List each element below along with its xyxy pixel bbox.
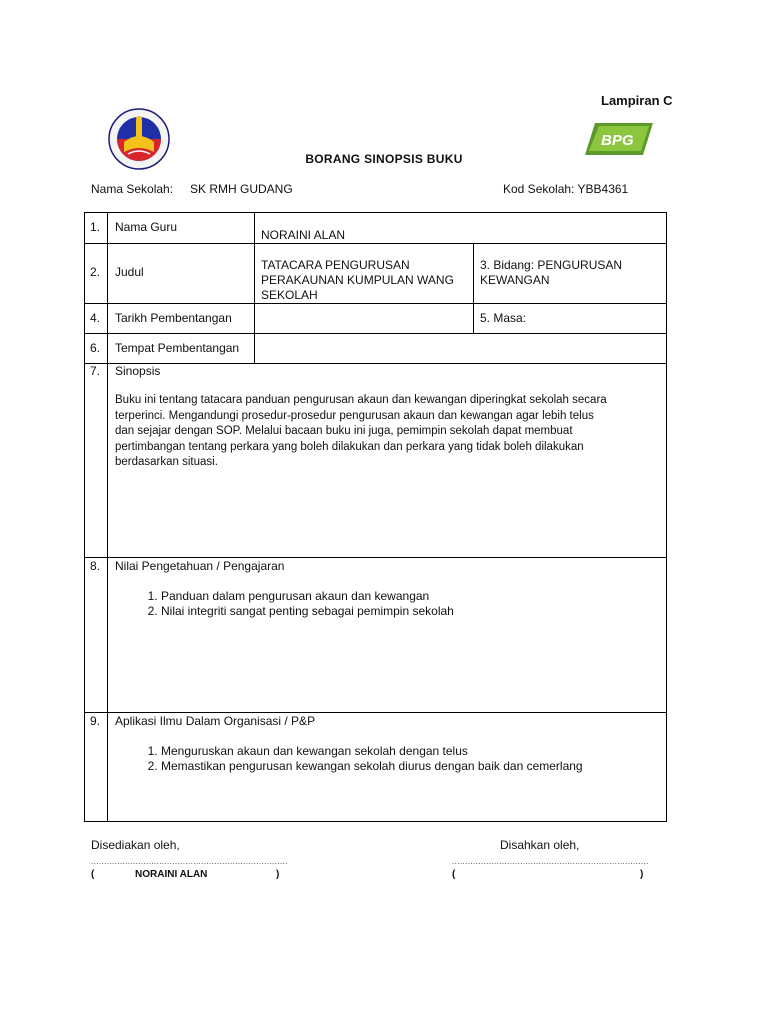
- application-label: Aplikasi Ilmu Dalam Organisasi / P&P: [115, 714, 316, 728]
- svg-text:BPG: BPG: [601, 132, 634, 149]
- synopsis-line: terperinci. Mengandungi prosedur-prosedur pengurusan akaun dan kewangan agar lebih telus: [115, 409, 594, 422]
- presentation-venue-label: Tempat Pembentangan: [115, 341, 240, 355]
- synopsis-line: Buku ini tentang tatacara panduan pengurusan akaun dan kewangan diperingkat sekolah secara: [115, 394, 607, 406]
- time-label: 5. Masa:: [480, 311, 527, 325]
- row-number: 2.: [90, 265, 101, 279]
- row-number: 1.: [90, 220, 101, 234]
- row-number: 9.: [90, 714, 101, 728]
- list-item: 2. Memastikan pengurusan kewangan sekolah diurus dengan baik dan cemerlang: [161, 759, 655, 774]
- book-title-line: PERAKAUNAN KUMPULAN WANG: [261, 273, 454, 287]
- synopsis-line: dan sejajar dengan SOP. Melalui bacaan buku ini juga, pemimpin sekolah dapat membuat: [115, 425, 573, 437]
- signature-line: ...........................................................................: [91, 857, 288, 866]
- close-paren: ): [640, 869, 644, 880]
- prepared-by-label: Disediakan oleh,: [91, 838, 180, 852]
- close-paren: ): [276, 869, 280, 880]
- field-line: 3. Bidang: PENGURUSAN: [480, 258, 623, 272]
- synopsis-text: [115, 393, 655, 471]
- application-list: [115, 744, 655, 774]
- row-number: 7.: [90, 364, 101, 378]
- prepared-by-name: NORAINI ALAN: [135, 869, 208, 880]
- list-item: 1. Menguruskan akaun dan kewangan sekolah dengan telus: [161, 744, 655, 759]
- list-item: 2. Nilai integriti sangat penting sebagai pemimpin sekolah: [161, 604, 655, 619]
- approved-by-label: Disahkan oleh,: [500, 838, 580, 852]
- form-title: BORANG SINOPSIS BUKU: [305, 152, 463, 166]
- attachment-label: Lampiran C: [601, 93, 673, 108]
- knowledge-list: [115, 589, 655, 619]
- synopsis-form-table: [84, 212, 667, 822]
- presentation-date-label: Tarikh Pembentangan: [115, 311, 232, 325]
- row-number: 6.: [90, 341, 101, 355]
- signature-line: ...........................................................................: [452, 857, 649, 866]
- field-line: KEWANGAN: [480, 273, 550, 287]
- row-number: 8.: [90, 559, 101, 573]
- synopsis-label: Sinopsis: [115, 364, 161, 378]
- title-label: Judul: [115, 265, 144, 279]
- school-name-value: SK RMH GUDANG: [190, 182, 293, 196]
- school-code: Kod Sekolah: YBB4361: [503, 182, 629, 196]
- teacher-name-value: NORAINI ALAN: [261, 228, 346, 242]
- synopsis-line: pertimbangan tentang perkara yang boleh dilakukan dan perkara yang tidak boleh dilakukan: [115, 440, 584, 453]
- school-name-label: Nama Sekolah:: [91, 182, 174, 196]
- row-number: 4.: [90, 311, 101, 325]
- open-paren: (: [452, 869, 456, 880]
- synopsis-line: berdasarkan situasi.: [115, 456, 218, 468]
- open-paren: (: [91, 869, 95, 880]
- knowledge-value-label: Nilai Pengetahuan / Pengajaran: [115, 559, 285, 573]
- teacher-name-label: Nama Guru: [115, 220, 178, 234]
- list-item: 1. Panduan dalam pengurusan akaun dan kewangan: [161, 589, 655, 604]
- table-grid: [84, 212, 667, 822]
- book-title-line: SEKOLAH: [261, 288, 318, 302]
- book-title-line: TATACARA PENGURUSAN: [261, 258, 410, 272]
